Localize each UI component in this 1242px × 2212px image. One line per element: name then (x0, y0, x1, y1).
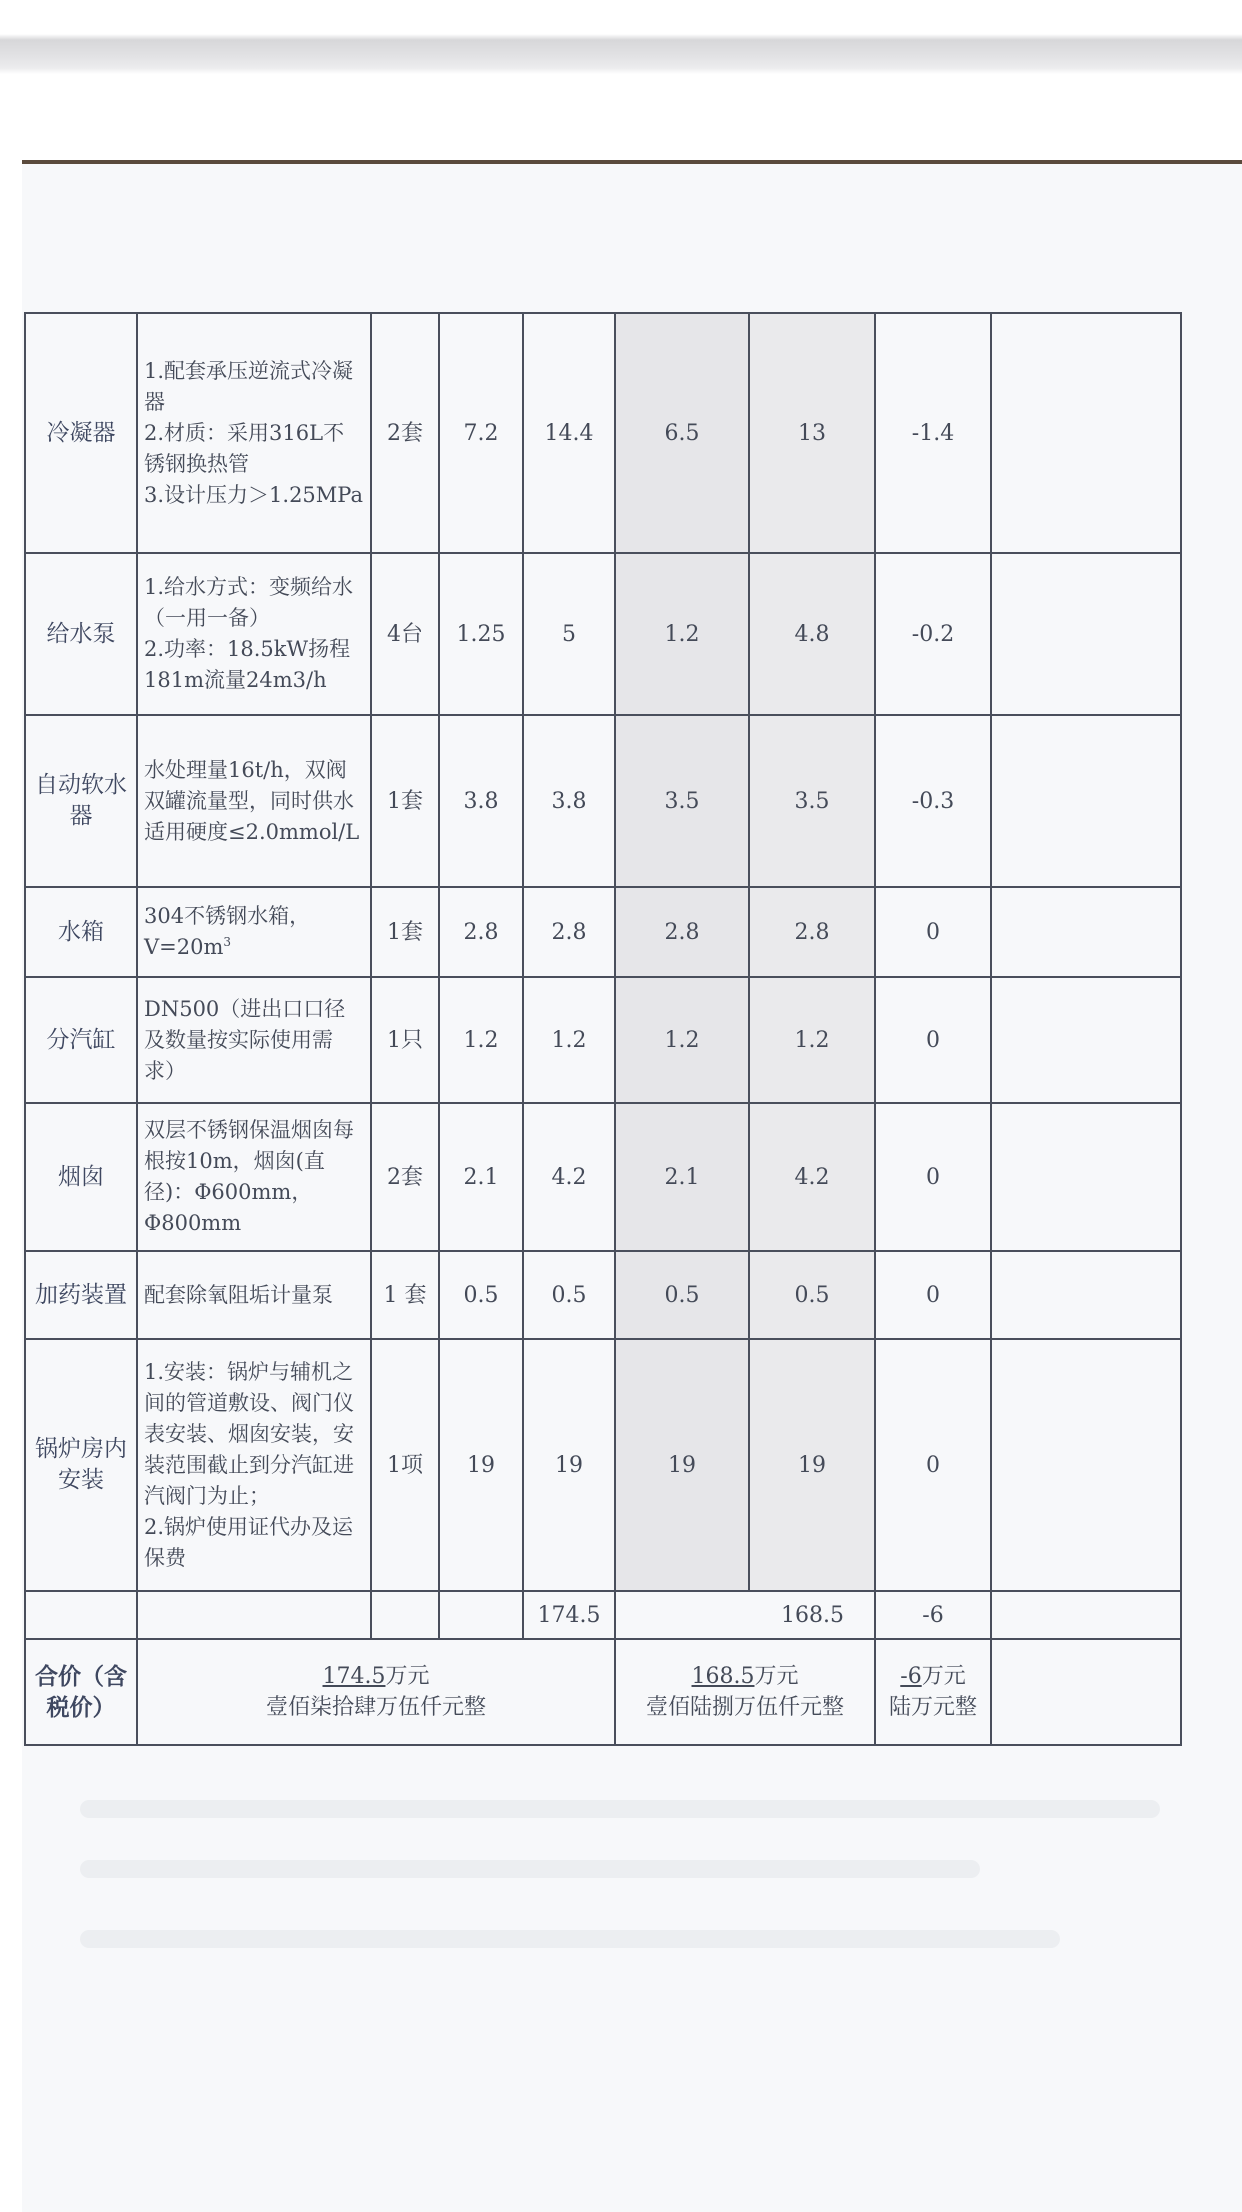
difference: 0 (875, 1103, 991, 1251)
total-original: 1.2 (523, 977, 615, 1103)
table-row (25, 553, 1181, 715)
total-revised: 13 (749, 313, 875, 553)
remark (991, 1251, 1181, 1339)
remark (991, 1103, 1181, 1251)
unit-price-original: 2.1 (439, 1103, 523, 1251)
total-revised: 4.2 (749, 1103, 875, 1251)
difference: 0 (875, 1251, 991, 1339)
item-spec: 1.安装：锅炉与辅机之间的管道敷设、阀门仪表安装、烟囱安装，安装范围截止到分汽缸进汽阀门为止； 2.锅炉使用证代办及运保费 (137, 1339, 371, 1591)
item-qty: 2套 (371, 1103, 439, 1251)
unit-price-original: 19 (439, 1339, 523, 1591)
remark (991, 553, 1181, 715)
unit-price-revised: 0.5 (615, 1251, 749, 1339)
total-original-amount: 174.5万元 壹佰柒拾肆万伍仟元整 (137, 1639, 615, 1745)
total-revised: 2.8 (749, 887, 875, 977)
table-row (25, 313, 1181, 553)
item-name: 锅炉房内安装 (25, 1339, 137, 1591)
difference: -0.2 (875, 553, 991, 715)
item-name: 加药装置 (25, 1251, 137, 1339)
unit-price-original: 3.8 (439, 715, 523, 887)
difference: -0.3 (875, 715, 991, 887)
table-body (25, 313, 1181, 1745)
total-revised: 4.8 (749, 553, 875, 715)
item-qty: 4台 (371, 553, 439, 715)
item-spec: 1.给水方式：变频给水（一用一备） 2.功率：18.5kW扬程181m流量24m3/h (137, 553, 371, 715)
item-spec: 配套除氧阻垢计量泵 (137, 1251, 371, 1339)
table-row (25, 887, 1181, 977)
table-row (25, 1339, 1181, 1591)
total-price-label: 合价（含税价） (25, 1639, 137, 1745)
unit-price-original: 1.2 (439, 977, 523, 1103)
item-spec: DN500（进出口口径及数量按实际使用需求） (137, 977, 371, 1103)
item-name: 给水泵 (25, 553, 137, 715)
remark (991, 715, 1181, 887)
unit-price-revised: 2.1 (615, 1103, 749, 1251)
item-name: 分汽缸 (25, 977, 137, 1103)
item-qty: 1只 (371, 977, 439, 1103)
unit-price-revised: 1.2 (615, 553, 749, 715)
item-qty: 1项 (371, 1339, 439, 1591)
faint-bleed-through (80, 1800, 1160, 1818)
remark (991, 977, 1181, 1103)
remark (991, 887, 1181, 977)
item-name: 自动软水器 (25, 715, 137, 887)
table-row (25, 715, 1181, 887)
total-original: 3.8 (523, 715, 615, 887)
faint-bleed-through (80, 1860, 980, 1878)
difference: 0 (875, 1339, 991, 1591)
item-spec: 1.配套承压逆流式冷凝器 2.材质：采用316L不锈钢换热管 3.设计压力＞1.25MPa (137, 313, 371, 553)
unit-price-original: 2.8 (439, 887, 523, 977)
unit-price-original: 7.2 (439, 313, 523, 553)
table-row (25, 1251, 1181, 1339)
item-spec: 304不锈钢水箱，$V=20m^3$ (137, 887, 371, 977)
total-revised: 3.5 (749, 715, 875, 887)
unit-price-revised: 6.5 (615, 313, 749, 553)
unit-price-revised: 19 (615, 1339, 749, 1591)
total-original: 2.8 (523, 887, 615, 977)
item-qty: 1套 (371, 715, 439, 887)
difference: 0 (875, 887, 991, 977)
total-price-row (25, 1639, 1181, 1745)
unit-price-original: 0.5 (439, 1251, 523, 1339)
item-spec: 水处理量16t/h，双阀双罐流量型，同时供水 适用硬度≤2.0mmol/L (137, 715, 371, 887)
equipment-price-table (24, 312, 1182, 1746)
total-revised: 0.5 (749, 1251, 875, 1339)
remark (991, 1339, 1181, 1591)
subtotal-difference: -6 (875, 1591, 991, 1639)
item-qty: 1 套 (371, 1251, 439, 1339)
remark (991, 313, 1181, 553)
total-original: 14.4 (523, 313, 615, 553)
total-revised: 1.2 (749, 977, 875, 1103)
difference: 0 (875, 977, 991, 1103)
total-revised: 19 (749, 1339, 875, 1591)
unit-price-original: 1.25 (439, 553, 523, 715)
table-row (25, 977, 1181, 1103)
unit-price-revised: 2.8 (615, 887, 749, 977)
total-original: 0.5 (523, 1251, 615, 1339)
difference: -1.4 (875, 313, 991, 553)
subtotal-row (25, 1591, 1181, 1639)
faint-bleed-through (80, 1930, 1060, 1948)
item-qty: 2套 (371, 313, 439, 553)
subtotal-original: 174.5 (523, 1591, 615, 1639)
total-original: 19 (523, 1339, 615, 1591)
total-revised-amount: 168.5万元 壹佰陆捌万伍仟元整 (615, 1639, 875, 1745)
total-difference-amount: -6万元 陆万元整 (875, 1639, 991, 1745)
subtotal-revised: 168.5 (615, 1591, 875, 1639)
total-original: 4.2 (523, 1103, 615, 1251)
item-name: 水箱 (25, 887, 137, 977)
top-scan-edge (0, 0, 1242, 74)
item-name: 冷凝器 (25, 313, 137, 553)
unit-price-revised: 1.2 (615, 977, 749, 1103)
item-spec: 双层不锈钢保温烟囱每根按10m，烟囱(直径)：Φ600mm，Φ800mm (137, 1103, 371, 1251)
unit-price-revised: 3.5 (615, 715, 749, 887)
item-qty: 1套 (371, 887, 439, 977)
table-row (25, 1103, 1181, 1251)
item-name: 烟囱 (25, 1103, 137, 1251)
total-original: 5 (523, 553, 615, 715)
